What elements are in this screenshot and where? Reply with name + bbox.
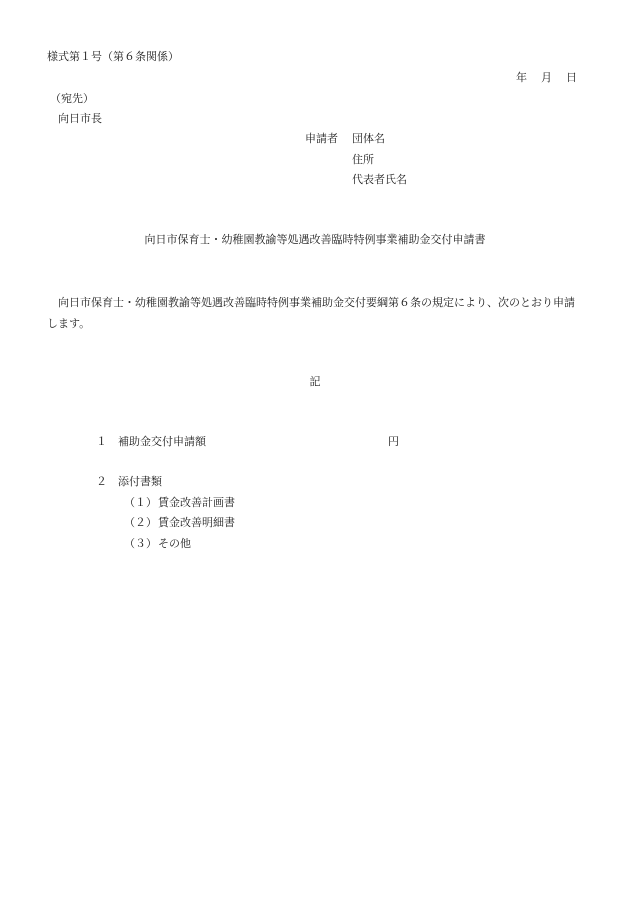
document-title: 向日市保育士・幼稚園教諭等処遇改善臨時特例事業補助金交付申請書 xyxy=(144,233,486,246)
org-name-label: 団体名 xyxy=(352,132,385,145)
attachment-number: （３） xyxy=(124,537,157,550)
representative-name-label: 代表者氏名 xyxy=(352,173,407,186)
attachment-number: （２） xyxy=(124,516,157,529)
body-paragraph: 向日市保育士・幼稚園教諭等処遇改善臨時特例事業補助金交付要綱第６条の規定により、次のとおり申請します。 xyxy=(47,296,575,330)
addressee-label: （宛先） xyxy=(50,92,94,105)
ki-heading: 記 xyxy=(309,375,321,388)
date-year-label: 年 xyxy=(516,71,527,84)
item-1-label: 補助金交付申請額 xyxy=(118,435,206,448)
item-1-number: １ xyxy=(96,435,107,448)
item-1-unit: 円 xyxy=(388,435,399,448)
attachment-item xyxy=(124,495,235,511)
item-2-label: 添付書類 xyxy=(118,475,162,488)
address-label: 住所 xyxy=(352,153,374,166)
attachment-item xyxy=(124,536,191,552)
item-2-number: ２ xyxy=(96,475,107,488)
date-day-label: 日 xyxy=(566,71,577,84)
attachment-label: 賃金改善計画書 xyxy=(158,496,235,509)
date-line xyxy=(516,70,577,86)
addressee: 向日市長 xyxy=(58,112,102,125)
attachment-number: （１） xyxy=(124,496,157,509)
form-number: 様式第１号（第６条関係） xyxy=(47,50,179,63)
attachment-label: その他 xyxy=(158,537,191,550)
attachment-item xyxy=(124,515,235,531)
attachment-label: 賃金改善明細書 xyxy=(158,516,235,529)
applicant-label: 申請者 xyxy=(305,132,338,145)
date-month-label: 月 xyxy=(541,71,552,84)
